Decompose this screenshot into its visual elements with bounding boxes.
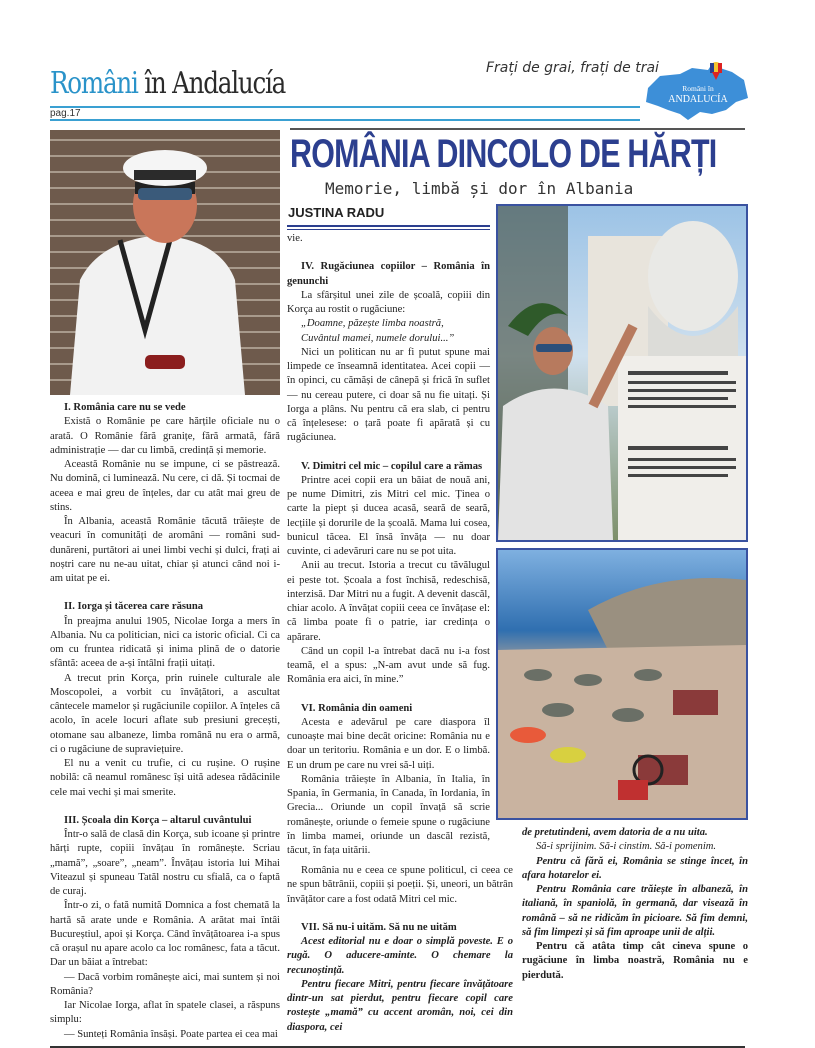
woman-in-captain-hat-icon [50, 130, 280, 395]
paragraph: La sfârșitul unei zile de școală, copiii din Korça au rostit o rugăciune: [287, 289, 490, 315]
paragraph: Pentru fiecare Mitri, pentru fiecare învățătoare dintr-un sat pierdut, pentru fiecare copil care rostește „mamă” cu accent aromân, noi, cei din diaspora, cei [287, 978, 513, 1033]
section-heading: VII. Să nu-i uităm. Să nu ne uităm [301, 921, 457, 933]
paragraph: Pentru România care trăiește în albaneză, în italiană, în spaniolă, în germană, dar visează în română – să ne ridicăm în picioare. Să fim demni, să fim limpezi și să fim aproape unii de alții. [522, 884, 748, 938]
paragraph-gap [287, 246, 490, 260]
masthead-romani: Români [50, 66, 138, 101]
paragraph: Într-o sală de clasă din Korça, sub icoane și printre hărți rupte, copiii învățau în românește. Scriau „mamă”, „soare”, „neam”. Învățau istoria lui Mihai Viteazul și spuneau Tatăl nostru cu sfială, ca o faptă de curaj. [50, 829, 280, 897]
section-heading: IV. Rugăciunea copiilor – România în genunchi [287, 261, 490, 287]
paragraph: România nu e ceea ce spune politicul, ci ceea ce ne spun bătrânii, copiii și poeții. Și, uneori, un bătrân învățător care a fost odată Mitri cel mic. [287, 865, 513, 905]
paragraph: Într-o zi, o fată numită Domnica a fost chemată la hartă să arate unde e România. A arătat mai întâi Bucureștiul, apoi și Korça. Când învățătoarea i-a spus că orașul nu apare acolo ca loc românesc, fata a tăcut. Dar un băiat a întrebat: [50, 900, 280, 969]
paragraph: A trecut prin Korça, prin ruinele culturale ale Moscopolei, a vorbit cu învățători, a ascultat cântecele mamelor și rugăciunile copiilor. A înțeles că acolo, în acele locuri aflate sub presiuni grecești, otomane sau albaneze, limba română nu era o armă, ci o rugăciune de supraviețuire. [50, 672, 280, 755]
paragraph: Acesta e adevărul pe care diaspora îl cunoaște mai bine decât oricine: România nu e doar un teritoriu. România e un dor. E o limbă. E un drum pe care nu vrei să-l uiți. [287, 716, 490, 771]
paragraph-gap [287, 907, 513, 921]
text-column-2 [287, 232, 490, 858]
section-heading: VI. România din oameni [301, 702, 413, 714]
author-rule [287, 225, 490, 227]
paragraph: Acest editorial nu e doar o simplă poveste. E o rugă. O aducere-aminte. O chemare la recunoștință. [287, 936, 513, 976]
paragraph: Pentru că atâta timp cât cineva spune o rugăciune în limba noastră, România nu e pierdută. [522, 941, 748, 981]
logo-text: ANDALUCÍA [668, 94, 728, 105]
man-beside-iorga-bust-icon [498, 206, 746, 540]
paragraph: Această Românie nu se impune, ci se păstrează. Nu domină, ci luminează. Nu cere, ci dă. Și tocmai de aceea e mai greu de înțeles, dar cu atât mai greu de stins. [50, 459, 280, 513]
coast-terrace-photo [496, 548, 748, 820]
header-rule [50, 106, 640, 108]
paragraph-gap [287, 688, 490, 702]
iorga-bust-photo [496, 204, 748, 542]
paragraph: În Albania, această Românie tăcută trăiește de veacuri în comunități de aromâni — români sud-dunăreni, purtători ai unei limbi vechi și dulci, frați ai noștri care nu ne-au uitat, chiar și atunci când noi i-am uitat pe ei. [50, 516, 280, 584]
paragraph: de pretutindeni, avem datoria de a nu uita. [522, 827, 708, 838]
paragraph: Anii au trecut. Istoria a trecut cu tăvălugul ei peste tot. Școala a fost închisă, redeschisă, interzisă. Dar Mitri nu a fugit. A devenit dascăl, chiar acolo. A învățat copiii ceea ce învățase el: că limba poate fi o patrie, iar credința o apărare. [287, 560, 490, 643]
paragraph: Să-i sprijinim. Să-i cinstim. Să-i pomenim. [536, 841, 717, 853]
text-column-2-lower [287, 864, 513, 1035]
author-rule [287, 229, 490, 230]
paragraph: Cuvântul mamei, numele dorului...” [301, 332, 455, 344]
header-rule [50, 119, 640, 121]
paragraph: Pentru că fără ei, România se stinge încet, în afara hotarelor ei. [522, 855, 748, 881]
title-rule [290, 128, 745, 130]
section-heading: I. România care nu se vede [64, 402, 186, 413]
author-name: JUSTINA RADU [288, 205, 385, 220]
masthead [50, 66, 285, 101]
paragraph: „Doamne, păzește limba noastră, [301, 318, 444, 330]
paragraph: În preajma anului 1905, Nicolae Iorga a mers în Albania. Nu ca politician, nici ca istoric oficial. Ci ca om cu fruntea ridicată și inima plină de o datorie sfântă: aceea de a-și întâlni frații uitați. [50, 615, 280, 670]
paragraph: Când un copil l-a întrebat dacă nu i-a fost teamă, el a spus: „N-am avut unde să fug. România era aici, în mine.” [287, 645, 490, 686]
paragraph-gap [50, 586, 280, 600]
paragraph: — Dacă vorbim românește aici, mai suntem și noi România? [50, 971, 280, 997]
albanian-coast-terrace-icon [498, 550, 746, 818]
tagline: Frați de grai, frați de trai [486, 60, 659, 76]
paragraph-gap [50, 800, 280, 814]
page-number: pag.17 [50, 108, 81, 119]
paragraph: Iar Nicolae Iorga, aflat în spatele clasei, a răspuns simplu: [50, 1000, 280, 1026]
article-subtitle: Memorie, limbă și dor în Albania [325, 179, 634, 198]
paragraph: El nu a venit cu trufie, ci cu rușine. O rușine nobilă: că neamul românesc își uită adesea rădăcinile cele mai vechi și mai smerite. [50, 758, 280, 798]
paragraph: vie. [287, 233, 303, 244]
section-heading: V. Dimitri cel mic – copilul care a rămas [301, 460, 483, 472]
paragraph: Nici un politican nu ar fi putut spune mai limpede ce înseamnă identitatea. Acei copii — în opinci, cu cămăși de cânepă și frică în suflet — nu cereau putere, ci doar să nu fie uitați. Și Iorga a plâns. Nu pentru că era slab, ci pentru că înțelesese: o țară poate fi apărată și cu rugăciunea. [287, 346, 490, 444]
text-column-3 [522, 826, 748, 983]
section-heading: II. Iorga și tăcerea care răsuna [64, 601, 204, 613]
section-heading: III. Școala din Korça – altarul cuvântului [64, 814, 252, 826]
article-title: ROMÂNIA DINCOLO DE HĂRȚI [290, 132, 717, 176]
paragraph: România trăiește în Albania, în Italia, în Spania, în Germania, în Canada, în Iordania, în Grecia... Oriunde un copil învață să scrie românește, oriunde o femeie spune o rugăciune în limba mamei, oriunde un dascăl rezistă, tăcut, în fața uitării. [287, 773, 490, 856]
andalucia-map-logo [640, 58, 750, 122]
author-photo [50, 130, 280, 395]
paragraph: Există o Românie pe care hărțile oficiale nu o arată. O Românie fără granițe, fără armată, fără administrație — dar cu limbă, credință și memorie. [50, 416, 280, 456]
paragraph: Printre acei copii era un băiat de nouă ani, pe nume Dimitri, zis Mitri cel mic. Ținea o carte la piept și ducea acasă, seară de seară, lecțiile și dorurile de la școală. Mama lui cosea, bunicul tăcea. El însă învăța — nu doar cuvinte, ci adevăruri care nu se pot uita. [287, 474, 490, 557]
paragraph-gap [287, 446, 490, 460]
masthead-andalucia: în Andalucía [137, 66, 286, 101]
text-column-1 [50, 401, 280, 1042]
paragraph: — Sunteți România însăși. Poate partea ei cea mai [64, 1028, 278, 1040]
logo-text: Români în [682, 84, 714, 93]
